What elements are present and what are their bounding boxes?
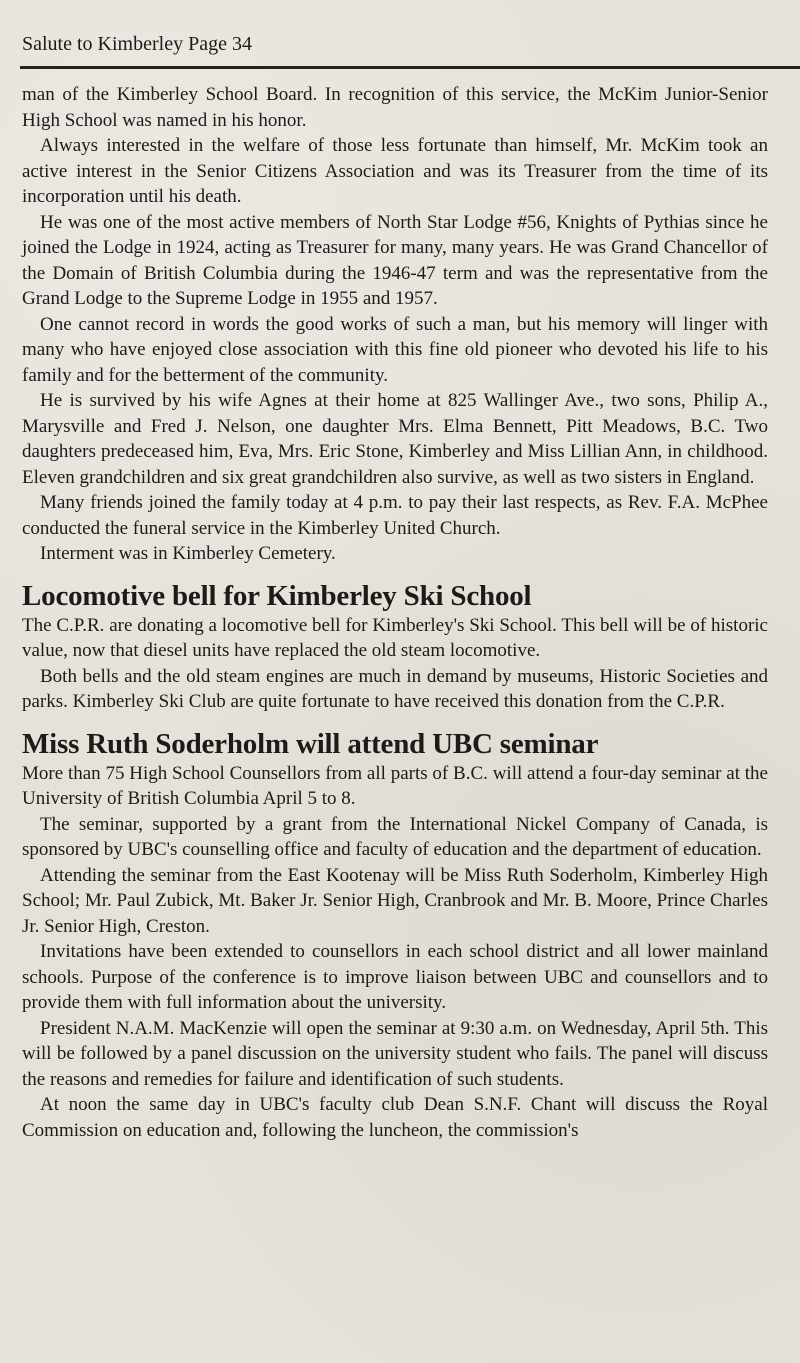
header-rule [20, 66, 800, 69]
locomotive-bell-paragraph-2: Both bells and the old steam engines are much in demand by museums, Historic Societies and parks. Kimberley Ski Club are quite fortunate to have received this donation from the C.P.R. [22, 665, 768, 712]
obituary-paragraph-2: Always interested in the welfare of those less fortunate than himself, Mr. McKim took an active interest in the Senior Citizens Association and was its Treasurer from the time of its incorporation until his death. [22, 135, 768, 207]
ubc-seminar-paragraph-3: Attending the seminar from the East Kootenay will be Miss Ruth Soderholm, Kimberley High School; Mr. Paul Zubick, Mt. Baker Jr. Senior High, Cranbrook and Mr. B. Moore, Prince Charles Jr. Senior High, Creston. [22, 864, 768, 937]
ubc-seminar-paragraph-2: The seminar, supported by a grant from the International Nickel Company of Canada, is sponsored by UBC's counselling office and faculty of education and the department of education. [22, 813, 768, 860]
obituary-paragraph-4: One cannot record in words the good works of such a man, but his memory will linger with many who have enjoyed close association with this fine old pioneer who devoted his life to his family and for the betterment of the community. [22, 313, 768, 386]
obituary-paragraph-5: He is survived by his wife Agnes at their home at 825 Wallinger Ave., two sons, Philip A., Marysville and Fred J. Nelson, one daughter Mrs. Elma Bennett, Pitt Meadows, B.C. Two daughters predeceased him, Eva, Mrs. Eric Stone, Kimberley and Miss Lillian Ann, in childhood. Eleven grandchildren and six great grandchildren also survive, as well as two sisters in England. [22, 390, 768, 488]
ubc-seminar-paragraph-6: At noon the same day in UBC's faculty club Dean S.N.F. Chant will discuss the Royal Commission on education and, following the luncheon, the commission's [22, 1094, 768, 1141]
ubc-seminar-article [22, 727, 768, 1144]
obituary-paragraph-6: Many friends joined the family today at 4 p.m. to pay their last respects, as Rev. F.A. McPhee conducted the funeral service in the Kimberley United Church. [22, 492, 768, 539]
ubc-seminar-paragraph-1: More than 75 High School Counsellors from all parts of B.C. will attend a four-day seminar at the University of British Columbia April 5 to 8. [22, 762, 768, 809]
obituary-paragraph-7: Interment was in Kimberley Cemetery. [40, 543, 336, 564]
locomotive-bell-article [22, 579, 768, 715]
ubc-seminar-paragraph-5: President N.A.M. MacKenzie will open the seminar at 9:30 a.m. on Wednesday, April 5th. This will be followed by a panel discussion on the university student who fails. The panel will discuss the reasons and remedies for failure and identification of such students. [22, 1017, 768, 1090]
ubc-seminar-headline: Miss Ruth Soderholm will attend UBC seminar [22, 727, 599, 760]
locomotive-bell-headline: Locomotive bell for Kimberley Ski School [22, 579, 532, 612]
page-content [22, 82, 768, 1143]
obituary-paragraph-1: man of the Kimberley School Board. In recognition of this service, the McKim Junior-Senior High School was named in his honor. [22, 84, 768, 131]
locomotive-bell-paragraph-1: The C.P.R. are donating a locomotive bell for Kimberley's Ski School. This bell will be of historic value, now that diesel units have replaced the old steam locomotive. [22, 614, 768, 661]
obituary-paragraph-3: He was one of the most active members of North Star Lodge #56, Knights of Pythias since he joined the Lodge in 1924, acting as Treasurer for many, many years. He was Grand Chancellor of the Domain of British Columbia during the 1946-47 term and was the representative from the Grand Lodge to the Supreme Lodge in 1955 and 1957. [22, 211, 768, 309]
ubc-seminar-paragraph-4: Invitations have been extended to counsellors in each school district and all lower mainland schools. Purpose of the conference is to improve liaison between UBC and counsellors and to provide them with full information about the university. [22, 941, 768, 1013]
running-head: Salute to Kimberley Page 34 [22, 33, 252, 55]
obituary-section [22, 82, 768, 567]
